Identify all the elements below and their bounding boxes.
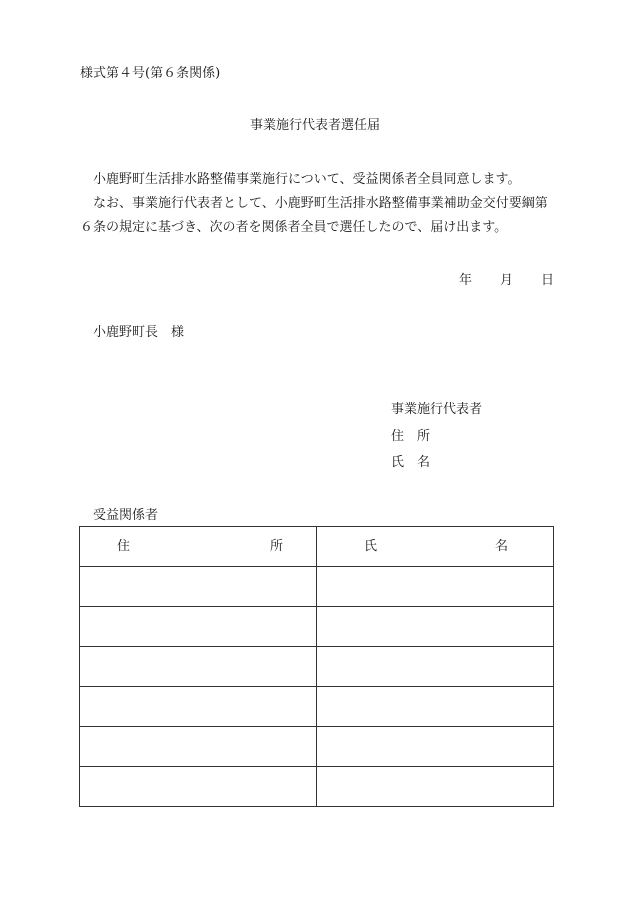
body-paragraph-selection: なお、事業施行代表者として、小鹿野町生活排水路整備事業補助金交付要綱第６条の規定に基づき、次の者を関係者全員で選任したので、届け出ます。	[80, 196, 548, 235]
table-row	[80, 687, 554, 727]
header-name	[317, 527, 554, 567]
header-name-char-2: 名	[495, 539, 509, 554]
header-address-char-1: 住	[117, 539, 131, 554]
name-cell[interactable]	[317, 687, 554, 727]
date-day-label: 日	[541, 273, 555, 288]
table-row	[80, 767, 554, 807]
name-cell[interactable]	[317, 567, 554, 607]
date-year-label: 年	[459, 273, 473, 288]
name-cell[interactable]	[317, 607, 554, 647]
name-cell[interactable]	[317, 647, 554, 687]
body-text	[80, 168, 560, 240]
header-name-char-1: 氏	[364, 539, 378, 554]
table-row	[80, 727, 554, 767]
address-cell[interactable]	[80, 607, 317, 647]
header-address-char-2: 所	[270, 539, 284, 554]
date-month-label: 月	[500, 273, 514, 288]
table-row	[80, 607, 554, 647]
table-row	[80, 647, 554, 687]
representative-title: 事業施行代表者	[391, 402, 483, 417]
address-cell[interactable]	[80, 647, 317, 687]
table-header-row	[80, 527, 554, 567]
name-cell[interactable]	[317, 727, 554, 767]
beneficiaries-label: 受益関係者	[93, 508, 159, 523]
addressee: 小鹿野町長 様	[93, 325, 185, 340]
document-title: 事業施行代表者選任届	[249, 118, 380, 133]
representative-name-label: 氏 名	[391, 455, 431, 470]
body-paragraph-consent: 小鹿野町生活排水路整備事業施行について、受益関係者全員同意します。	[93, 172, 521, 187]
address-cell[interactable]	[80, 687, 317, 727]
representative-address-label: 住 所	[391, 429, 431, 444]
name-cell[interactable]	[317, 767, 554, 807]
address-cell[interactable]	[80, 767, 317, 807]
address-cell[interactable]	[80, 567, 317, 607]
form-number: 様式第４号(第６条関係)	[80, 66, 221, 81]
address-cell[interactable]	[80, 727, 317, 767]
beneficiaries-table	[79, 526, 554, 807]
table-row	[80, 567, 554, 607]
header-address	[80, 527, 317, 567]
